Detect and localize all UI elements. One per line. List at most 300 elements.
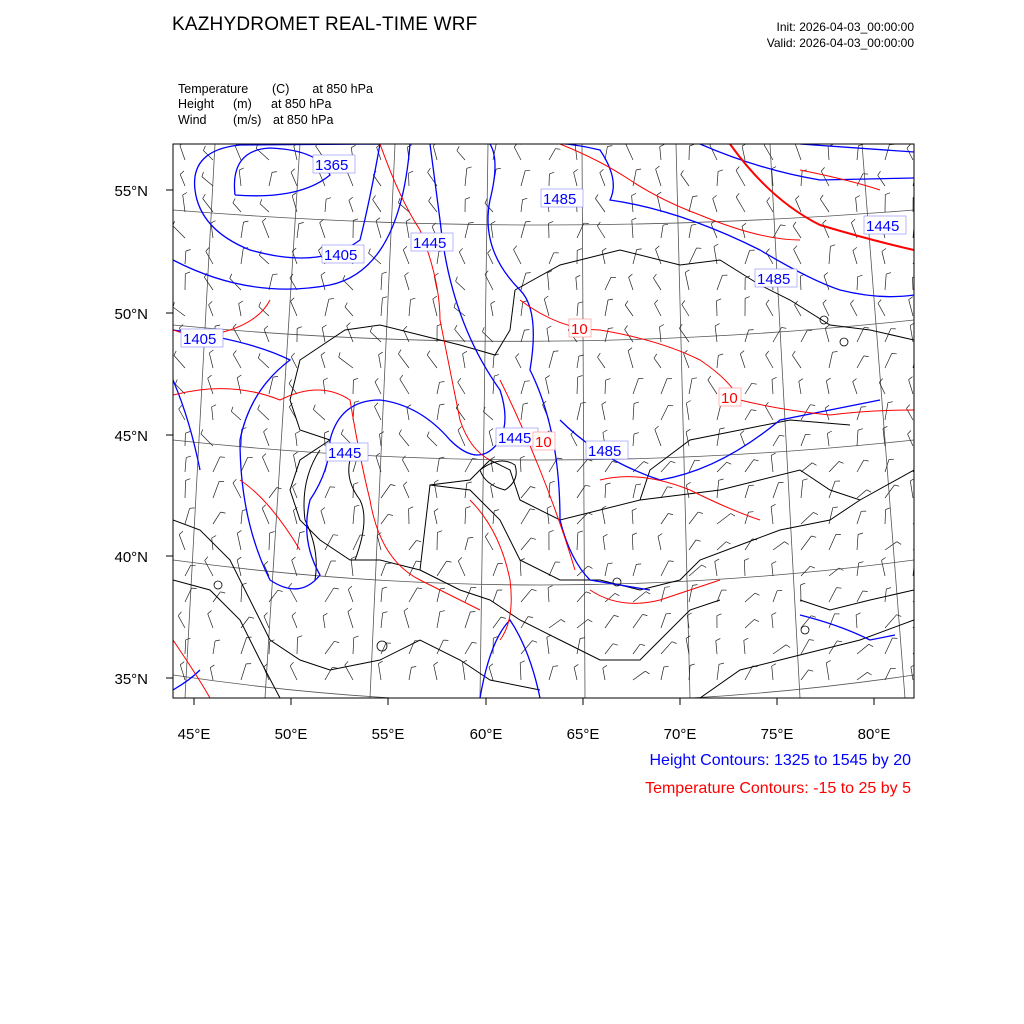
wind-barb [710, 145, 717, 160]
lat-label: 45°N [114, 428, 148, 445]
wind-barb [885, 510, 886, 525]
wind-barb-flag [830, 245, 835, 247]
latitude-labels [114, 183, 148, 688]
wind-barb [661, 667, 664, 680]
wind-barb-flag [731, 514, 735, 517]
wind-barb-flag [744, 638, 749, 640]
wind-barb-flag [291, 169, 295, 173]
wind-barb-flag [373, 196, 376, 200]
wind-barb [717, 664, 719, 680]
wind-barb-flag [755, 593, 760, 595]
wind-barb [825, 328, 829, 342]
wind-barb [185, 565, 191, 576]
wind-barb [689, 585, 693, 602]
wind-barb-flag [354, 401, 359, 402]
wind-barb [381, 274, 382, 290]
wind-barb-flag [668, 514, 673, 515]
wind-barb-flag [463, 351, 467, 354]
wind-barb [745, 512, 749, 524]
wind-barb [407, 407, 409, 420]
wind-barb [629, 277, 633, 290]
wind-barb-flag [402, 456, 405, 460]
wind-barb-flag [347, 323, 351, 326]
wind-barb-flag [494, 375, 499, 377]
wind-barb [212, 538, 213, 550]
wind-barb [633, 404, 634, 421]
wind-barb [291, 357, 297, 368]
wind-barb-flag [771, 453, 775, 455]
wind-barb-flag [655, 300, 658, 304]
wind-barb [491, 224, 493, 238]
wind-barb-flag [576, 275, 580, 277]
wind-barb-flag [671, 461, 676, 463]
wind-barb-flag [440, 382, 445, 383]
wind-barb-flag [440, 404, 445, 405]
wind-barb-flag [625, 301, 628, 305]
wind-barb-flag [351, 145, 355, 148]
wind-barb [269, 590, 278, 602]
wind-barb [742, 226, 745, 238]
wind-barb-flag [811, 616, 816, 618]
wind-barb-flag [863, 591, 868, 592]
wind-barb [799, 381, 801, 394]
wind-barb-flag [586, 592, 591, 594]
wind-barb [577, 619, 588, 628]
wind-barb [205, 561, 213, 577]
wind-barb-flag [466, 507, 471, 509]
wind-barb [717, 275, 722, 290]
wind-barb [488, 253, 493, 264]
wind-barb-flag [399, 430, 401, 434]
wind-barb-flag [233, 350, 236, 354]
wind-barb-flag [489, 664, 493, 667]
svg-text:10: 10 [571, 321, 588, 338]
wind-barb [602, 404, 605, 420]
wind-barb [325, 487, 330, 498]
wind-barb-flag [826, 378, 830, 381]
wind-barb [625, 305, 633, 316]
wind-barb-flag [608, 328, 613, 329]
wind-barb-flag [636, 564, 641, 565]
wind-barb [173, 226, 185, 238]
wind-barb-flag [233, 479, 236, 483]
wind-barb [549, 149, 556, 160]
wind-barb-flag [185, 272, 190, 274]
wind-barb [380, 434, 382, 446]
wind-barb [577, 639, 580, 655]
wind-barb [829, 534, 836, 550]
wind-barb [520, 663, 521, 680]
wind-barb [521, 330, 524, 342]
wind-barb-flag [625, 326, 628, 330]
wind-barb [180, 665, 185, 680]
wind-barb-flag [174, 351, 176, 355]
wind-barb [856, 198, 857, 212]
wind-barb-flag [686, 429, 690, 432]
wind-barb [343, 280, 353, 290]
wind-barb [241, 222, 244, 238]
wind-barb [713, 199, 717, 213]
temperature-legend: Temperature Contours: -15 to 25 by 5 [645, 780, 911, 797]
wind-barb [381, 298, 382, 316]
wind-barb-flag [736, 167, 739, 171]
wind-barb-flag [810, 566, 815, 568]
wind-barb-flag [574, 664, 578, 667]
wind-barb [491, 304, 493, 316]
wind-barb [745, 593, 755, 602]
wind-barb [656, 249, 662, 264]
wind-barb-flag [632, 193, 636, 195]
wind-barb-flag [179, 531, 183, 534]
wind-barb-flag [810, 405, 815, 406]
wind-barb [661, 379, 667, 394]
wind-barb [258, 358, 269, 368]
wind-barb [744, 560, 745, 576]
wind-barb [202, 177, 213, 186]
wind-barb [437, 640, 443, 654]
wind-barb-flag [209, 350, 213, 353]
wind-barb [744, 640, 745, 654]
wind-barb-flag [429, 197, 432, 201]
wind-barb-flag [411, 298, 416, 299]
wind-barb-flag [382, 272, 387, 274]
wind-barb [321, 511, 325, 524]
wind-barb [457, 151, 465, 160]
wind-barb-flag [839, 462, 844, 464]
wind-barb [716, 641, 717, 654]
wind-barb-flag [215, 640, 220, 641]
wind-barb [297, 224, 299, 238]
wind-barb-flag [864, 356, 869, 357]
wind-barb [322, 328, 325, 342]
wind-barb [717, 462, 727, 472]
wind-barb-flag [376, 218, 380, 221]
wind-barb [231, 411, 241, 420]
lon-label: 50°E [274, 726, 308, 743]
wind-barb [633, 671, 645, 680]
wind-barb-flag [382, 587, 387, 588]
wind-barb-flag [907, 405, 910, 409]
wind-barb [745, 460, 754, 472]
wind-barb [689, 379, 692, 394]
wind-barb [290, 666, 297, 680]
wind-barb-flag [237, 375, 241, 378]
wind-barb [521, 222, 526, 238]
wind-barb-flag [332, 667, 337, 668]
wind-barb [632, 511, 633, 525]
wind-barb [262, 222, 269, 239]
wind-barb-flag [180, 171, 184, 174]
wind-barb [661, 405, 668, 420]
wind-barb [209, 305, 213, 316]
wind-barb [633, 564, 636, 576]
wind-barb-flag [606, 379, 611, 381]
wind-barb-flag [458, 557, 462, 561]
wind-barb-flag [353, 219, 358, 221]
wind-barb [603, 537, 605, 550]
wind-barb [745, 383, 752, 394]
wind-barb [297, 637, 298, 654]
wind-barb [745, 486, 749, 499]
wind-barb [857, 277, 858, 290]
wind-barb-flag [742, 223, 746, 226]
wind-barb-flag [646, 592, 650, 595]
wind-barb-flag [375, 403, 379, 407]
wind-barb-flag [886, 508, 891, 510]
wind-barb [185, 508, 190, 524]
wind-barb-flag [702, 565, 706, 567]
wind-barb-flag [334, 641, 339, 642]
wind-barb-flag [693, 196, 698, 197]
wind-barb [375, 382, 381, 394]
wind-barb-flag [886, 588, 891, 589]
wind-barb [409, 667, 411, 680]
wind-barb [764, 145, 773, 160]
wind-barb-flag [663, 224, 668, 225]
height-label [326, 443, 368, 462]
wind-barb [213, 512, 221, 524]
wind-barb [437, 458, 439, 472]
svg-text:1365: 1365 [315, 157, 349, 174]
wind-barb-flag [685, 270, 689, 273]
wind-barb-flag [292, 193, 296, 196]
wind-barb-flag [526, 221, 531, 222]
wind-barb-flag [273, 376, 278, 377]
wind-barb-flag [354, 483, 359, 485]
wind-barb [829, 614, 835, 628]
wind-barb [379, 355, 381, 368]
wind-barb [826, 381, 829, 394]
wind-barb-flag [404, 326, 408, 330]
wind-barb [549, 666, 553, 680]
wind-barb [213, 482, 219, 499]
wind-barb-flag [869, 644, 873, 646]
wind-barb [381, 485, 391, 499]
field-level: at 850 hPa [273, 113, 334, 127]
lat-label: 35°N [114, 671, 148, 688]
wind-barb-flag [179, 405, 182, 409]
wind-barb [857, 644, 869, 654]
wind-barb-flag [717, 614, 722, 616]
wind-barb-flag [439, 457, 444, 458]
wind-barb-flag [485, 271, 488, 275]
wind-barb-flag [696, 540, 701, 541]
wind-barb [325, 199, 326, 212]
wind-barb-flag [403, 482, 407, 486]
wind-barb-flag [231, 407, 233, 412]
wind-barb-flag [864, 460, 869, 461]
wind-barb-flag [375, 378, 378, 382]
wind-barb-flag [606, 483, 611, 485]
wind-barb-flag [716, 639, 721, 641]
wind-barb-flag [660, 144, 665, 146]
wind-barb [857, 460, 864, 472]
wind-barb-flag [549, 221, 554, 223]
wind-barb [633, 434, 634, 446]
svg-text:10: 10 [721, 390, 738, 407]
wind-barb-flag [745, 297, 750, 299]
wind-barb-flag [353, 378, 358, 380]
wind-barb-flag [472, 642, 477, 643]
wind-barb [485, 537, 493, 550]
wind-barb [658, 536, 661, 550]
wind-barb [233, 203, 241, 212]
wind-barb [913, 541, 925, 551]
wind-barb [574, 667, 577, 680]
country-borders [173, 250, 914, 698]
wind-barb [772, 564, 773, 576]
wind-barb-flag [720, 428, 725, 429]
wind-barb [857, 563, 859, 576]
wind-barb [793, 226, 801, 238]
wind-barb [241, 664, 246, 680]
wind-barb-flag [398, 198, 400, 203]
wind-barb-flag [645, 671, 649, 674]
wind-barb-flag [212, 405, 217, 407]
wind-barb [489, 431, 493, 446]
wind-barb [493, 356, 494, 369]
wind-barb-flag [262, 505, 266, 509]
wind-barb [857, 535, 858, 551]
svg-text:1405: 1405 [183, 331, 217, 348]
wind-barb-flag [615, 593, 619, 595]
wind-barb [829, 588, 837, 602]
wind-barb [547, 329, 549, 343]
wind-barb-flag [727, 462, 732, 464]
wind-barb [765, 406, 773, 420]
wind-barb [633, 592, 646, 602]
wind-barb-flag [298, 636, 303, 638]
wind-barb [465, 483, 467, 498]
wind-barb [402, 460, 409, 472]
wind-barb [655, 429, 661, 446]
wind-barb [633, 379, 639, 395]
wind-barb [514, 250, 522, 265]
wind-barb [853, 251, 857, 265]
wind-barb [264, 616, 269, 628]
wind-barb-flag [882, 558, 886, 561]
wind-barb [577, 377, 578, 394]
wind-barb-flag [634, 433, 639, 434]
wind-barb [605, 277, 611, 290]
field-unit: (C) [272, 82, 290, 96]
wind-barb [403, 485, 409, 498]
wind-barbs [173, 140, 930, 680]
wind-barb-flag [549, 172, 554, 174]
wind-barb-flag [629, 274, 633, 277]
wind-barb-flag [378, 661, 382, 664]
wind-barb-flag [289, 379, 292, 383]
field-unit: (m) [233, 97, 252, 111]
wind-barb [711, 224, 717, 238]
wind-barb [577, 403, 581, 420]
wind-barb-flag [653, 274, 656, 278]
wind-barb [740, 354, 745, 368]
wind-barb [489, 667, 493, 680]
wind-barb-flag [403, 246, 407, 249]
wind-barb [348, 173, 354, 187]
wind-barb-flag [821, 167, 824, 171]
wind-barb [885, 542, 897, 550]
wind-barb-flag [186, 250, 191, 252]
wind-barb [605, 644, 613, 654]
wind-barb [433, 146, 437, 160]
wind-barb-flag [908, 431, 911, 435]
wind-barb [773, 645, 786, 654]
wind-barb-flag [823, 220, 827, 224]
wind-barb [820, 199, 829, 212]
wind-barb [493, 617, 501, 628]
wind-barb [404, 611, 409, 628]
wind-barb [745, 619, 754, 628]
lon-label: 65°E [566, 726, 600, 743]
wind-barb-flag [656, 246, 660, 249]
wind-barb-flag [321, 508, 325, 511]
wind-barb [882, 251, 885, 264]
wind-barb-flag [888, 402, 893, 403]
wind-barb [795, 144, 801, 160]
lon-label: 55°E [371, 726, 405, 743]
wind-barb [717, 171, 718, 186]
wind-barb [801, 566, 810, 576]
wind-barb-flag [578, 376, 583, 378]
wind-barb-flag [488, 249, 491, 253]
svg-text:10: 10 [535, 434, 552, 451]
wind-barb [801, 330, 807, 342]
wind-barb-flag [681, 170, 684, 174]
wind-barb [829, 246, 830, 264]
wind-barb [740, 434, 745, 446]
wind-barb [827, 433, 829, 446]
wind-barb [689, 540, 696, 550]
wind-barb-flag [717, 299, 722, 301]
wind-barb [237, 533, 241, 550]
wind-barb [458, 561, 465, 576]
wind-barb [547, 508, 549, 524]
wind-barb [241, 249, 243, 264]
wind-barb [767, 201, 773, 212]
svg-text:1485: 1485 [543, 191, 577, 208]
wind-barb [514, 147, 521, 160]
wind-barb [605, 615, 614, 628]
wind-barb [409, 540, 416, 550]
wind-barb-flag [925, 541, 929, 544]
wind-barb-flag [718, 354, 723, 355]
wind-barb-flag [708, 376, 711, 380]
wind-barb [233, 328, 241, 342]
wind-barb-flag [632, 218, 637, 220]
wind-barb [241, 637, 247, 654]
lat-label: 50°N [114, 306, 148, 323]
wind-barb-flag [531, 487, 536, 489]
wind-barb [482, 332, 493, 342]
wind-barb-flag [249, 617, 254, 618]
wind-barb-flag [885, 193, 890, 195]
wind-barb [605, 485, 606, 499]
wind-barb [603, 668, 605, 680]
wind-barb [577, 356, 579, 368]
svg-text:1485: 1485 [757, 271, 791, 288]
wind-barb-flag [588, 619, 592, 622]
wind-barb-flag [468, 537, 473, 538]
wind-barb [264, 329, 269, 342]
wind-barb-flag [454, 303, 455, 308]
wind-barb-flag [186, 456, 191, 458]
wind-barb-flag [496, 168, 501, 169]
wind-barb [829, 462, 839, 473]
wind-barb-flag [603, 430, 607, 433]
wind-barb [577, 459, 588, 472]
